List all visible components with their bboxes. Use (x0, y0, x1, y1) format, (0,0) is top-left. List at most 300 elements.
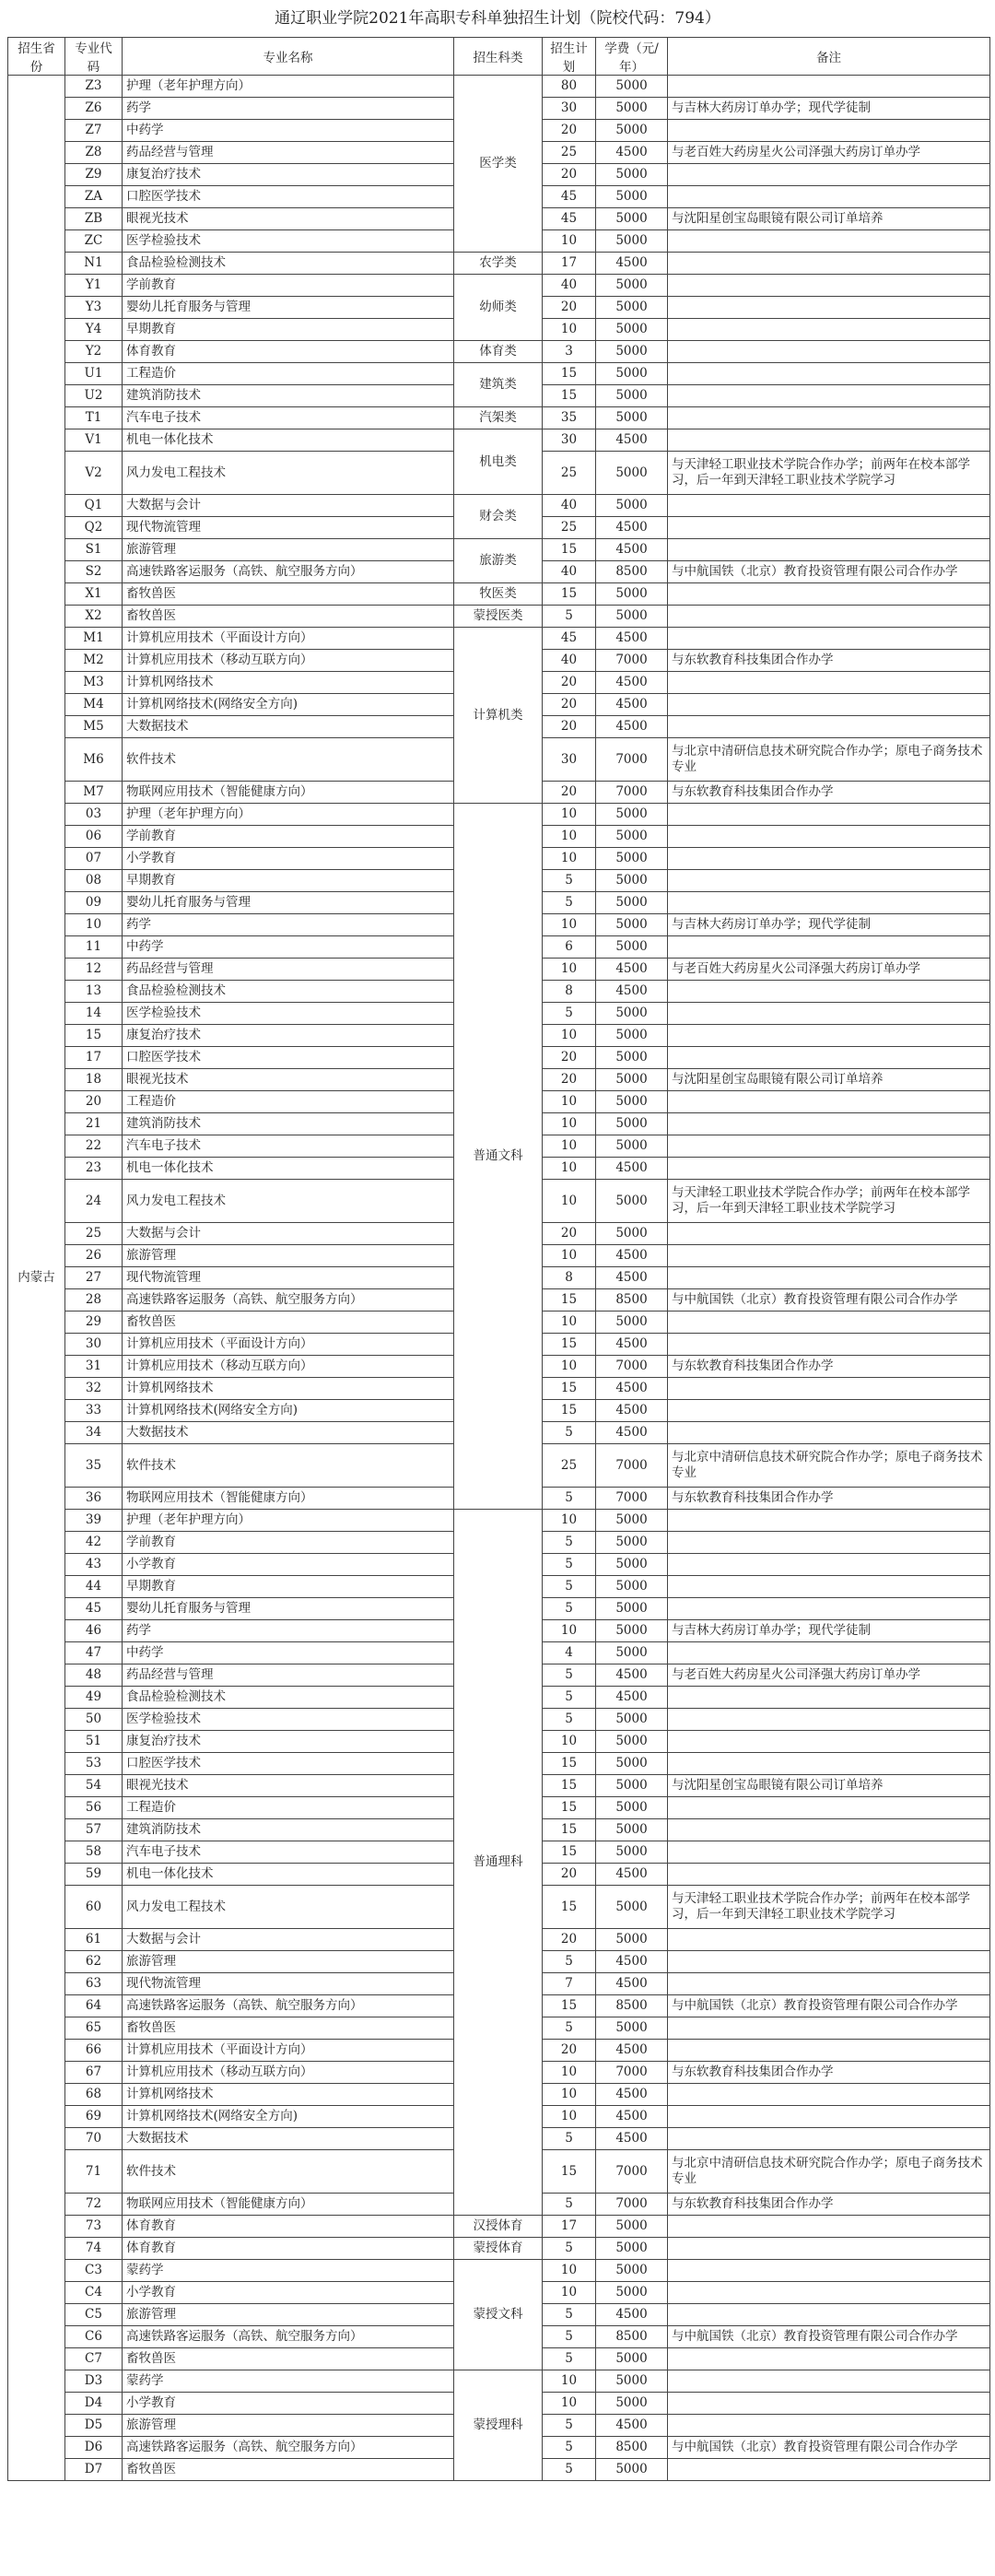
code-cell: 69 (65, 2106, 123, 2128)
code-cell: 33 (65, 1400, 123, 1422)
code-cell: 67 (65, 2062, 123, 2084)
code-cell: 09 (65, 892, 123, 914)
code-cell: 56 (65, 1797, 123, 1819)
fee-cell: 5000 (596, 1554, 668, 1576)
plan-cell: 4 (543, 1642, 596, 1664)
fee-cell: 5000 (596, 98, 668, 120)
fee-cell: 5000 (596, 1709, 668, 1731)
code-cell: 15 (65, 1025, 123, 1047)
note-cell (668, 1532, 990, 1554)
name-cell: 工程造价 (123, 363, 454, 385)
plan-cell: 30 (543, 98, 596, 120)
name-cell: 婴幼儿托育服务与管理 (123, 892, 454, 914)
category-cell: 普通理科 (454, 1510, 543, 2216)
name-cell: 物联网应用技术（智能健康方向） (123, 782, 454, 804)
category-cell: 蒙授理科 (454, 2370, 543, 2481)
note-cell (668, 1709, 990, 1731)
plan-cell: 25 (543, 452, 596, 495)
note-cell (668, 2348, 990, 2370)
name-cell: 护理（老年护理方向） (123, 76, 454, 98)
name-cell: 食品检验检测技术 (123, 1687, 454, 1709)
code-cell: 50 (65, 1709, 123, 1731)
fee-cell: 4500 (596, 1267, 668, 1289)
name-cell: 工程造价 (123, 1091, 454, 1113)
plan-cell: 10 (543, 826, 596, 848)
fee-cell: 5000 (596, 1886, 668, 1929)
plan-cell: 15 (543, 583, 596, 606)
note-cell (668, 230, 990, 253)
code-cell: 48 (65, 1664, 123, 1687)
code-cell: T1 (65, 407, 123, 429)
note-cell (668, 716, 990, 738)
plan-cell: 15 (543, 1841, 596, 1864)
note-cell: 与东软教育科技集团合作办学 (668, 2062, 990, 2084)
note-cell (668, 1091, 990, 1113)
code-cell: 22 (65, 1135, 123, 1158)
note-cell (668, 583, 990, 606)
plan-cell: 25 (543, 1444, 596, 1488)
plan-cell: 20 (543, 2040, 596, 2062)
note-cell (668, 297, 990, 319)
plan-cell: 10 (543, 1135, 596, 1158)
code-cell: D6 (65, 2437, 123, 2459)
note-cell (668, 694, 990, 716)
code-cell: D7 (65, 2459, 123, 2481)
note-cell (668, 2106, 990, 2128)
code-cell: 73 (65, 2216, 123, 2238)
plan-cell: 20 (543, 672, 596, 694)
name-cell: 旅游管理 (123, 2415, 454, 2437)
code-cell: 03 (65, 804, 123, 826)
code-cell: 29 (65, 1312, 123, 1334)
name-cell: 计算机应用技术（平面设计方向） (123, 2040, 454, 2062)
name-cell: 物联网应用技术（智能健康方向） (123, 2194, 454, 2216)
plan-cell: 10 (543, 1091, 596, 1113)
name-cell: 建筑消防技术 (123, 1113, 454, 1135)
fee-cell: 4500 (596, 2084, 668, 2106)
name-cell: 畜牧兽医 (123, 583, 454, 606)
plan-cell: 15 (543, 385, 596, 407)
code-cell: 49 (65, 1687, 123, 1709)
table-row (8, 2238, 990, 2260)
fee-cell: 5000 (596, 1532, 668, 1554)
note-cell (668, 1113, 990, 1135)
code-cell: Q2 (65, 517, 123, 539)
header-code: 专业代码 (65, 38, 123, 76)
note-cell (668, 164, 990, 186)
plan-cell: 10 (543, 1025, 596, 1047)
fee-cell: 4500 (596, 253, 668, 275)
plan-cell: 3 (543, 341, 596, 363)
note-cell (668, 2393, 990, 2415)
fee-cell: 5000 (596, 452, 668, 495)
code-cell: 06 (65, 826, 123, 848)
fee-cell: 8500 (596, 561, 668, 583)
note-cell (668, 1245, 990, 1267)
category-cell: 建筑类 (454, 363, 543, 407)
note-cell (668, 341, 990, 363)
note-cell (668, 1642, 990, 1664)
province-cell: 内蒙古 (8, 76, 65, 2481)
plan-cell: 10 (543, 2062, 596, 2084)
category-cell: 蒙授文科 (454, 2260, 543, 2370)
note-cell: 与东软教育科技集团合作办学 (668, 1356, 990, 1378)
code-cell: M2 (65, 650, 123, 672)
note-cell: 与中航国铁（北京）教育投资管理有限公司合作办学 (668, 2437, 990, 2459)
code-cell: 51 (65, 1731, 123, 1753)
fee-cell: 4500 (596, 959, 668, 981)
code-cell: 07 (65, 848, 123, 870)
fee-cell: 4500 (596, 628, 668, 650)
name-cell: 计算机应用技术（平面设计方向） (123, 1334, 454, 1356)
code-cell: 17 (65, 1047, 123, 1069)
code-cell: 24 (65, 1180, 123, 1223)
note-cell (668, 1598, 990, 1620)
note-cell: 与北京中清研信息技术研究院合作办学；原电子商务技术专业 (668, 2150, 990, 2194)
name-cell: 旅游管理 (123, 539, 454, 561)
note-cell (668, 1687, 990, 1709)
name-cell: 小学教育 (123, 1554, 454, 1576)
plan-cell: 10 (543, 959, 596, 981)
category-cell: 汉授体育 (454, 2216, 543, 2238)
note-cell: 与沈阳星创宝岛眼镜有限公司订单培养 (668, 1775, 990, 1797)
name-cell: 畜牧兽医 (123, 606, 454, 628)
code-cell: 44 (65, 1576, 123, 1598)
note-cell: 与沈阳星创宝岛眼镜有限公司订单培养 (668, 208, 990, 230)
note-cell (668, 2304, 990, 2326)
plan-cell: 10 (543, 804, 596, 826)
fee-cell: 4500 (596, 429, 668, 452)
note-cell (668, 76, 990, 98)
name-cell: 计算机应用技术（移动互联方向） (123, 1356, 454, 1378)
name-cell: 汽车电子技术 (123, 1135, 454, 1158)
plan-cell: 10 (543, 1356, 596, 1378)
name-cell: 大数据技术 (123, 716, 454, 738)
plan-cell: 40 (543, 561, 596, 583)
name-cell: 高速铁路客运服务（高铁、航空服务方向） (123, 2437, 454, 2459)
fee-cell: 4500 (596, 2040, 668, 2062)
fee-cell: 5000 (596, 2238, 668, 2260)
plan-cell: 5 (543, 1951, 596, 1973)
plan-cell: 10 (543, 319, 596, 341)
code-cell: 70 (65, 2128, 123, 2150)
fee-cell: 5000 (596, 2370, 668, 2393)
plan-cell: 15 (543, 1886, 596, 1929)
code-cell: U2 (65, 385, 123, 407)
code-cell: 34 (65, 1422, 123, 1444)
table-row (8, 804, 990, 826)
fee-cell: 4500 (596, 1245, 668, 1267)
name-cell: 高速铁路客运服务（高铁、航空服务方向） (123, 1289, 454, 1312)
header-fee: 学费（元/年） (596, 38, 668, 76)
name-cell: 汽车电子技术 (123, 1841, 454, 1864)
plan-cell: 10 (543, 1113, 596, 1135)
fee-cell: 5000 (596, 1642, 668, 1664)
name-cell: 计算机网络技术(网络安全方向) (123, 2106, 454, 2128)
name-cell: 小学教育 (123, 2282, 454, 2304)
name-cell: 旅游管理 (123, 1245, 454, 1267)
fee-cell: 4500 (596, 2106, 668, 2128)
table-row (8, 2216, 990, 2238)
code-cell: 66 (65, 2040, 123, 2062)
note-cell (668, 2459, 990, 2481)
plan-cell: 6 (543, 936, 596, 959)
fee-cell: 5000 (596, 892, 668, 914)
name-cell: 康复治疗技术 (123, 1731, 454, 1753)
fee-cell: 5000 (596, 1775, 668, 1797)
code-cell: S1 (65, 539, 123, 561)
table-row (8, 583, 990, 606)
fee-cell: 7000 (596, 2062, 668, 2084)
name-cell: 学前教育 (123, 1532, 454, 1554)
name-cell: 大数据与会计 (123, 495, 454, 517)
name-cell: 护理（老年护理方向） (123, 1510, 454, 1532)
plan-cell: 5 (543, 1664, 596, 1687)
plan-cell: 20 (543, 1929, 596, 1951)
fee-cell: 7000 (596, 782, 668, 804)
note-cell: 与中航国铁（北京）教育投资管理有限公司合作办学 (668, 1995, 990, 2017)
name-cell: 物联网应用技术（智能健康方向） (123, 1488, 454, 1510)
note-cell (668, 1731, 990, 1753)
fee-cell: 4500 (596, 694, 668, 716)
fee-cell: 8500 (596, 1995, 668, 2017)
plan-cell: 5 (543, 1598, 596, 1620)
name-cell: 计算机网络技术(网络安全方向) (123, 694, 454, 716)
name-cell: 婴幼儿托育服务与管理 (123, 297, 454, 319)
name-cell: 计算机网络技术 (123, 1378, 454, 1400)
name-cell: 现代物流管理 (123, 517, 454, 539)
fee-cell: 5000 (596, 297, 668, 319)
name-cell: 畜牧兽医 (123, 2459, 454, 2481)
note-cell (668, 2084, 990, 2106)
plan-cell: 5 (543, 1422, 596, 1444)
code-cell: Z9 (65, 164, 123, 186)
category-cell: 牧医类 (454, 583, 543, 606)
note-cell (668, 2017, 990, 2040)
fee-cell: 5000 (596, 2216, 668, 2238)
note-cell (668, 804, 990, 826)
code-cell: U1 (65, 363, 123, 385)
name-cell: 体育教育 (123, 2238, 454, 2260)
note-cell: 与东软教育科技集团合作办学 (668, 782, 990, 804)
fee-cell: 5000 (596, 1223, 668, 1245)
code-cell: 12 (65, 959, 123, 981)
plan-cell: 20 (543, 782, 596, 804)
name-cell: 食品检验检测技术 (123, 981, 454, 1003)
fee-cell: 4500 (596, 1158, 668, 1180)
fee-cell: 7000 (596, 1488, 668, 1510)
plan-cell: 40 (543, 650, 596, 672)
note-cell (668, 981, 990, 1003)
fee-cell: 5000 (596, 319, 668, 341)
plan-cell: 5 (543, 1003, 596, 1025)
code-cell: 11 (65, 936, 123, 959)
name-cell: 药学 (123, 914, 454, 936)
note-cell (668, 2040, 990, 2062)
name-cell: 计算机应用技术（平面设计方向） (123, 628, 454, 650)
note-cell (668, 1135, 990, 1158)
plan-cell: 5 (543, 2304, 596, 2326)
fee-cell: 5000 (596, 583, 668, 606)
note-cell (668, 628, 990, 650)
category-cell: 蒙授体育 (454, 2238, 543, 2260)
table-row (8, 495, 990, 517)
plan-cell: 35 (543, 407, 596, 429)
code-cell: C4 (65, 2282, 123, 2304)
code-cell: 59 (65, 1864, 123, 1886)
code-cell: 57 (65, 1819, 123, 1841)
category-cell: 机电类 (454, 429, 543, 495)
code-cell: 74 (65, 2238, 123, 2260)
category-cell: 汽架类 (454, 407, 543, 429)
fee-cell: 5000 (596, 1510, 668, 1532)
plan-cell: 5 (543, 2348, 596, 2370)
code-cell: 32 (65, 1378, 123, 1400)
name-cell: 计算机应用技术（移动互联方向） (123, 2062, 454, 2084)
code-cell: Y3 (65, 297, 123, 319)
code-cell: 21 (65, 1113, 123, 1135)
name-cell: 风力发电工程技术 (123, 1180, 454, 1223)
name-cell: 风力发电工程技术 (123, 452, 454, 495)
name-cell: 软件技术 (123, 738, 454, 782)
note-cell: 与天津轻工职业技术学院合作办学；前两年在校本部学习，后一年到天津轻工职业技术学院学习 (668, 1886, 990, 1929)
note-cell (668, 495, 990, 517)
note-cell (668, 2238, 990, 2260)
plan-cell: 5 (543, 2017, 596, 2040)
name-cell: 计算机网络技术 (123, 672, 454, 694)
fee-cell: 5000 (596, 341, 668, 363)
name-cell: 机电一体化技术 (123, 1158, 454, 1180)
note-cell: 与中航国铁（北京）教育投资管理有限公司合作办学 (668, 1289, 990, 1312)
name-cell: 旅游管理 (123, 1951, 454, 1973)
plan-cell: 20 (543, 1864, 596, 1886)
note-cell (668, 1025, 990, 1047)
name-cell: 大数据与会计 (123, 1223, 454, 1245)
note-cell: 与北京中清研信息技术研究院合作办学；原电子商务技术专业 (668, 738, 990, 782)
plan-cell: 5 (543, 2326, 596, 2348)
note-cell (668, 253, 990, 275)
category-cell: 医学类 (454, 76, 543, 253)
code-cell: 58 (65, 1841, 123, 1864)
fee-cell: 7000 (596, 2150, 668, 2194)
note-cell: 与吉林大药房订单办学；现代学徒制 (668, 98, 990, 120)
plan-cell: 10 (543, 1245, 596, 1267)
fee-cell: 7000 (596, 1444, 668, 1488)
note-cell (668, 606, 990, 628)
note-cell (668, 1378, 990, 1400)
plan-cell: 80 (543, 76, 596, 98)
code-cell: M1 (65, 628, 123, 650)
code-cell: Y2 (65, 341, 123, 363)
plan-cell: 20 (543, 1223, 596, 1245)
note-cell (668, 517, 990, 539)
name-cell: 药品经营与管理 (123, 959, 454, 981)
note-cell: 与吉林大药房订单办学；现代学徒制 (668, 1620, 990, 1642)
name-cell: 高速铁路客运服务（高铁、航空服务方向） (123, 1995, 454, 2017)
code-cell: N1 (65, 253, 123, 275)
category-cell: 财会类 (454, 495, 543, 539)
note-cell (668, 1400, 990, 1422)
note-cell: 与老百姓大药房星火公司泽强大药房订单办学 (668, 959, 990, 981)
code-cell: 39 (65, 1510, 123, 1532)
plan-cell: 20 (543, 1069, 596, 1091)
code-cell: 65 (65, 2017, 123, 2040)
name-cell: 体育教育 (123, 341, 454, 363)
note-cell (668, 186, 990, 208)
code-cell: 45 (65, 1598, 123, 1620)
name-cell: 学前教育 (123, 275, 454, 297)
fee-cell: 7000 (596, 2194, 668, 2216)
name-cell: 建筑消防技术 (123, 1819, 454, 1841)
note-cell (668, 2128, 990, 2150)
header-note: 备注 (668, 38, 990, 76)
plan-cell: 5 (543, 2415, 596, 2437)
name-cell: 学前教育 (123, 826, 454, 848)
name-cell: 高速铁路客运服务（高铁、航空服务方向） (123, 561, 454, 583)
note-cell (668, 1951, 990, 1973)
code-cell: Y4 (65, 319, 123, 341)
fee-cell: 5000 (596, 606, 668, 628)
code-cell: 31 (65, 1356, 123, 1378)
name-cell: 旅游管理 (123, 2304, 454, 2326)
fee-cell: 5000 (596, 1841, 668, 1864)
fee-cell: 5000 (596, 1025, 668, 1047)
code-cell: 47 (65, 1642, 123, 1664)
fee-cell: 5000 (596, 914, 668, 936)
plan-cell: 10 (543, 1158, 596, 1180)
name-cell: 现代物流管理 (123, 1973, 454, 1995)
note-cell (668, 1334, 990, 1356)
category-cell: 蒙授医类 (454, 606, 543, 628)
plan-cell: 5 (543, 2437, 596, 2459)
name-cell: 软件技术 (123, 1444, 454, 1488)
plan-cell: 10 (543, 1620, 596, 1642)
plan-cell: 10 (543, 2260, 596, 2282)
plan-cell: 40 (543, 495, 596, 517)
plan-cell: 5 (543, 870, 596, 892)
code-cell: M6 (65, 738, 123, 782)
fee-cell: 5000 (596, 363, 668, 385)
note-cell (668, 2282, 990, 2304)
plan-cell: 5 (543, 1687, 596, 1709)
code-cell: 60 (65, 1886, 123, 1929)
note-cell (668, 275, 990, 297)
note-cell (668, 1973, 990, 1995)
plan-cell: 5 (543, 2128, 596, 2150)
fee-cell: 4500 (596, 1378, 668, 1400)
note-cell: 与中航国铁（北京）教育投资管理有限公司合作办学 (668, 2326, 990, 2348)
name-cell: 畜牧兽医 (123, 2348, 454, 2370)
name-cell: 医学检验技术 (123, 230, 454, 253)
name-cell: 工程造价 (123, 1797, 454, 1819)
fee-cell: 4500 (596, 1864, 668, 1886)
plan-cell: 10 (543, 848, 596, 870)
plan-cell: 10 (543, 1510, 596, 1532)
name-cell: 早期教育 (123, 1576, 454, 1598)
code-cell: Z7 (65, 120, 123, 142)
fee-cell: 4500 (596, 539, 668, 561)
name-cell: 建筑消防技术 (123, 385, 454, 407)
name-cell: 中药学 (123, 936, 454, 959)
plan-cell: 45 (543, 186, 596, 208)
plan-cell: 10 (543, 1312, 596, 1334)
category-cell: 普通文科 (454, 804, 543, 1510)
name-cell: 机电一体化技术 (123, 1864, 454, 1886)
note-cell (668, 385, 990, 407)
plan-cell: 15 (543, 1775, 596, 1797)
code-cell: 20 (65, 1091, 123, 1113)
name-cell: 畜牧兽医 (123, 2017, 454, 2040)
